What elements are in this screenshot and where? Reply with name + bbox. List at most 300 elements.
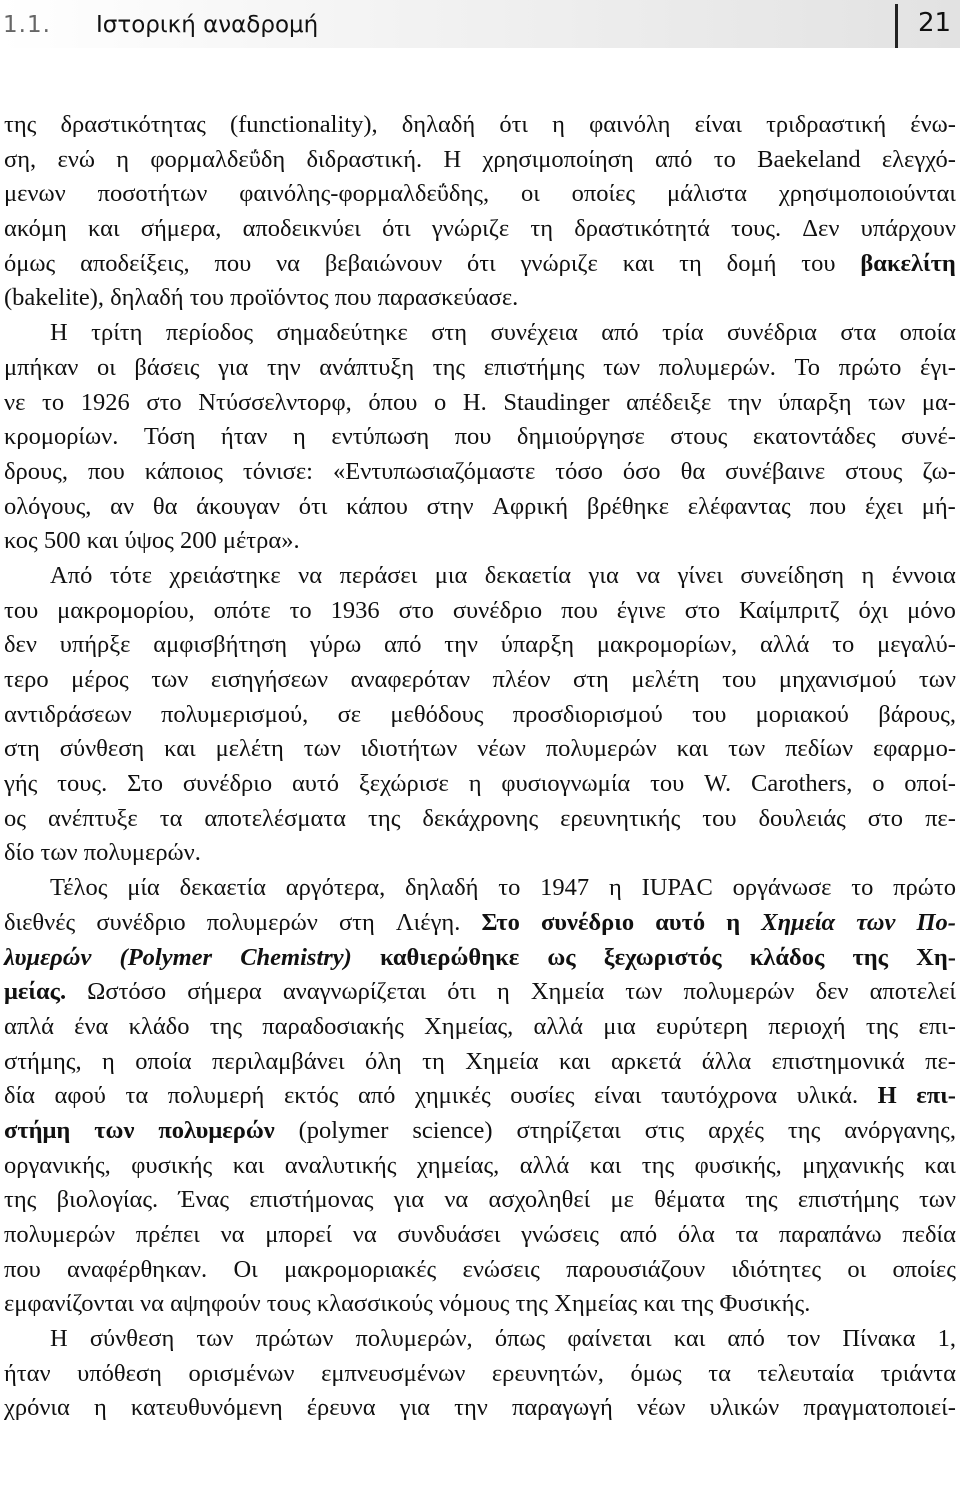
- word: που: [334, 284, 378, 312]
- word: πολυμερισμού,: [160, 700, 309, 728]
- word: κάπου: [346, 492, 408, 520]
- word: υπάρχουν: [860, 215, 956, 243]
- word: περιλαμβάνει: [211, 1047, 345, 1075]
- word: Από: [50, 561, 93, 589]
- word: αλλά: [519, 1151, 570, 1179]
- word: να: [298, 561, 323, 589]
- word: το: [289, 596, 312, 624]
- word: το: [713, 145, 736, 173]
- word: μια: [603, 1012, 636, 1040]
- word: μελέτη: [215, 735, 284, 763]
- word: ανέπτυξε: [47, 804, 138, 832]
- text-line: [4, 108, 956, 143]
- word: των: [625, 978, 663, 1006]
- word: και: [232, 1151, 265, 1179]
- word: των: [151, 666, 189, 693]
- word: την: [266, 353, 301, 381]
- word: τότε: [109, 561, 152, 589]
- word: Δεν: [802, 215, 840, 243]
- word: και: [88, 215, 120, 243]
- word: πρώτων: [255, 1325, 334, 1353]
- word: μια: [434, 561, 468, 589]
- word: συνέχεια: [490, 319, 578, 347]
- word: ση,: [4, 145, 37, 173]
- word: δία: [4, 1082, 35, 1110]
- word: Χημεία: [465, 1047, 539, 1075]
- word: μπορεί: [265, 1221, 333, 1248]
- word: συνέδριο: [96, 908, 186, 936]
- word: οπότε: [213, 596, 271, 624]
- word: βρέθηκε: [586, 492, 670, 520]
- word: στη: [572, 666, 609, 693]
- word: έγι-: [920, 353, 956, 381]
- word: πολυμερών: [683, 978, 795, 1006]
- word: πραγματοποιεί-: [803, 1394, 956, 1422]
- word: της: [745, 1186, 778, 1214]
- word: IUPAC: [641, 874, 713, 902]
- word: στην: [426, 492, 474, 520]
- word: των: [856, 908, 896, 936]
- word: εμφανίζονται: [4, 1290, 141, 1318]
- word: Staudinger: [503, 388, 610, 416]
- word: Baekeland: [757, 145, 861, 173]
- text-line: [4, 1357, 956, 1392]
- word: λυμερών: [4, 943, 92, 971]
- word: παραπάνω: [778, 1221, 882, 1248]
- word: περίοδος: [165, 319, 254, 347]
- word: ξεχωριστός: [603, 943, 722, 971]
- word: της: [209, 1012, 243, 1040]
- word: γνώριζε: [431, 215, 510, 243]
- word: των: [728, 735, 766, 763]
- word: πεδία: [902, 1221, 956, 1248]
- word: δηλαδή: [110, 284, 190, 312]
- word: τρίτη: [91, 319, 143, 347]
- word: μηχανισμού: [778, 666, 897, 693]
- word: κλάδο: [128, 1012, 190, 1040]
- word: δουλειάς: [758, 804, 846, 832]
- word: ιδιότητες: [731, 1255, 822, 1283]
- word: πε-: [925, 1047, 956, 1075]
- text-line: [4, 871, 956, 906]
- word: Πίνακα: [842, 1325, 916, 1353]
- word: υλικά.: [796, 1082, 859, 1110]
- word: μόνο: [907, 596, 956, 624]
- word: αναγνωρίζεται: [282, 978, 427, 1006]
- word: πολυμερών.: [658, 353, 776, 381]
- word: πρέπει: [135, 1221, 200, 1248]
- word: Καίμπριτζ: [739, 596, 840, 624]
- word: οι: [96, 353, 116, 381]
- word: από: [654, 145, 693, 173]
- word: συνέδριο: [182, 770, 273, 798]
- word: όλη: [364, 1047, 402, 1075]
- word: γίνει: [677, 561, 723, 589]
- word: και: [676, 735, 709, 763]
- word: ταυτόχρονα: [660, 1082, 778, 1110]
- word: φαινόλης-φορμαλδεΰδης,: [239, 180, 490, 208]
- word: κρομορίων.: [4, 423, 119, 451]
- word: σημαδεύτηκε: [276, 319, 408, 347]
- word: ο: [434, 388, 447, 416]
- word: ύψος: [124, 527, 180, 555]
- word: η: [496, 978, 510, 1006]
- word: Λιέγη.: [395, 908, 461, 936]
- word: θέματα: [654, 1186, 725, 1214]
- word: τόνισε:: [242, 457, 313, 485]
- word: ασχοληθεί: [488, 1186, 591, 1214]
- word: 1947: [540, 874, 590, 902]
- word: ιδιοτήτων: [360, 735, 458, 763]
- word: ότι: [467, 249, 496, 277]
- word: έννοια: [891, 561, 956, 589]
- word: επιστημονικά: [771, 1047, 905, 1075]
- word: μηχανικής: [802, 1151, 904, 1179]
- word: εκτός: [283, 1082, 339, 1110]
- text-line: [4, 663, 956, 698]
- word: επιστήμονας: [249, 1186, 374, 1214]
- word: που: [4, 1255, 41, 1283]
- word: νέων: [477, 735, 526, 763]
- word: βάρους,: [878, 700, 956, 728]
- word: πολυμερών: [545, 735, 657, 763]
- word: δεν: [815, 978, 849, 1006]
- word: Ένας: [178, 1186, 230, 1214]
- word: όχι: [858, 596, 889, 624]
- text-line: [4, 836, 956, 871]
- word: ουσίες: [510, 1082, 575, 1110]
- word: σε: [337, 700, 362, 728]
- word: ήταν: [4, 1359, 51, 1387]
- body-text: [4, 108, 956, 1426]
- word: για: [218, 353, 249, 381]
- word: για: [588, 561, 619, 589]
- word: η: [608, 874, 622, 902]
- word: πλέον: [492, 666, 551, 693]
- word: «Εντυπωσιαζόμαστε: [333, 457, 536, 485]
- word: τερο: [4, 666, 49, 693]
- word: πε-: [925, 804, 956, 832]
- word: που: [561, 596, 598, 624]
- word: την: [454, 1394, 488, 1422]
- word: υλικών: [709, 1394, 780, 1422]
- text-line: [4, 559, 956, 594]
- word: νε: [4, 388, 26, 416]
- word: αρχές: [708, 1116, 764, 1144]
- word: της: [865, 1012, 899, 1040]
- word: συνέδρια: [727, 319, 817, 347]
- text-line: [4, 455, 956, 490]
- word: Χημεία: [761, 908, 836, 936]
- word: μία: [127, 874, 160, 902]
- word: Η: [50, 319, 68, 347]
- word: άλλα: [701, 1047, 752, 1075]
- word: όπως: [494, 1325, 546, 1353]
- text-line: [4, 906, 956, 941]
- word: αρκετά: [610, 1047, 682, 1075]
- word: (functionality),: [229, 111, 378, 138]
- text-line: [4, 1114, 956, 1149]
- word: των: [603, 353, 641, 381]
- word: άκουγαν: [196, 492, 280, 520]
- word: σήμερα: [187, 978, 262, 1006]
- word: θα: [152, 492, 178, 520]
- text-line: [4, 316, 956, 351]
- word: αποτελεί: [869, 978, 956, 1006]
- word: που: [809, 492, 847, 520]
- word: των: [196, 1325, 234, 1353]
- word: του: [692, 700, 727, 728]
- word: ένα: [74, 1012, 109, 1040]
- word: θα: [680, 457, 706, 485]
- word: του: [4, 596, 39, 624]
- word: δηλαδή: [401, 111, 476, 138]
- word: τη: [530, 215, 554, 243]
- word: της: [4, 111, 37, 138]
- word: κλασσικούς: [316, 1290, 439, 1318]
- word: μέρος: [71, 666, 129, 693]
- word: σύνθεση: [59, 735, 145, 763]
- word: οργανικής,: [4, 1151, 111, 1179]
- word: φαινόλη: [589, 111, 671, 138]
- word: δρους,: [4, 457, 68, 485]
- word: βεβαιώνουν: [324, 249, 443, 277]
- word: 1,: [937, 1325, 956, 1353]
- text-line: [4, 767, 956, 802]
- word: χρόνια: [4, 1394, 70, 1422]
- word: αργότερα,: [285, 874, 386, 902]
- word: τους.: [57, 770, 108, 798]
- word: τα: [708, 1359, 731, 1387]
- word: δίο: [4, 839, 41, 867]
- word: με: [610, 1186, 634, 1214]
- word: στη: [338, 908, 375, 936]
- word: των: [303, 735, 341, 763]
- word: ως: [547, 943, 576, 971]
- word: έρευνα: [306, 1394, 376, 1422]
- word: προϊόντος: [230, 284, 335, 312]
- word: παραγωγή: [511, 1394, 613, 1422]
- word: που: [214, 249, 252, 277]
- text-line: [4, 628, 956, 663]
- word: Τέλος: [50, 874, 108, 902]
- word: τη: [422, 1047, 445, 1075]
- text-line: [4, 386, 956, 421]
- word: ο: [872, 770, 885, 798]
- word: Στο: [481, 908, 520, 936]
- word: επιστήμης: [483, 353, 585, 381]
- word: γής: [4, 770, 38, 798]
- text-line: [4, 524, 956, 559]
- word: γνώριζε: [520, 249, 598, 277]
- word: ότι: [447, 978, 476, 1006]
- word: συνδυάσει: [397, 1221, 501, 1248]
- word: από: [383, 631, 422, 659]
- word: μακρομορίου,: [57, 596, 195, 624]
- word: δεκαετία: [484, 561, 572, 589]
- word: να: [352, 1221, 377, 1248]
- word: υπόθεση: [77, 1359, 162, 1387]
- word: των: [40, 839, 84, 867]
- text-line: [4, 281, 956, 316]
- text-line: [4, 1287, 956, 1322]
- word: πολυμερών.: [83, 839, 201, 867]
- word: γνώσεις: [521, 1221, 599, 1248]
- word: στο: [684, 596, 721, 624]
- text-line: [4, 420, 956, 455]
- section-number: 1.1.: [3, 12, 51, 38]
- word: όμως: [630, 1359, 682, 1387]
- word: φορμαλδεΰδη: [150, 145, 286, 173]
- word: δημιούργησε: [516, 423, 645, 451]
- word: όμως: [4, 249, 56, 277]
- text-line: [4, 732, 956, 767]
- word: κατευθυνόμενη: [130, 1394, 283, 1422]
- word: τα: [125, 1082, 149, 1110]
- word: υπήρξε: [59, 631, 131, 659]
- word: Ντύσσελντορφ,: [198, 388, 352, 416]
- word: νόμους: [438, 1290, 516, 1318]
- word: χρησιμοποίηση: [482, 145, 634, 173]
- word: μοριακού: [755, 700, 849, 728]
- word: νέων: [636, 1394, 686, 1422]
- word: να: [444, 1186, 469, 1214]
- word: από: [619, 1221, 658, 1248]
- word: πολυμερών,: [355, 1325, 473, 1353]
- word: στις: [644, 1116, 685, 1144]
- word: βιολογίας.: [56, 1186, 159, 1214]
- word: Φυσικής.: [719, 1290, 811, 1318]
- word: ορισμένων: [188, 1359, 295, 1387]
- text-line: [4, 1391, 956, 1426]
- word: ανόργανης,: [844, 1116, 956, 1144]
- word: διεθνές: [4, 908, 76, 936]
- word: αφού: [54, 1082, 106, 1110]
- section-title: Ιστορική αναδρομή: [96, 12, 319, 38]
- word: στα: [840, 319, 877, 347]
- word: και: [164, 735, 196, 763]
- word: ύπαρξη: [500, 631, 575, 659]
- word: ενώ: [57, 145, 95, 173]
- word: ερευνητών,: [491, 1359, 604, 1387]
- text-line: [4, 1045, 956, 1080]
- word: πεδίων: [785, 735, 854, 763]
- word: ακόμη: [4, 215, 67, 243]
- word: μενων: [4, 180, 66, 208]
- word: της: [787, 1116, 821, 1144]
- word: την: [444, 631, 478, 659]
- word: χρειάστηκε: [169, 561, 281, 589]
- word: Chemistry): [240, 943, 352, 971]
- word: της: [4, 1186, 37, 1214]
- text-line: [4, 1253, 956, 1288]
- word: science): [412, 1116, 493, 1144]
- word: πολυμερών: [206, 908, 318, 936]
- word: Χημείας: [554, 1290, 644, 1318]
- word: Η: [877, 1082, 897, 1110]
- word: της: [681, 1290, 720, 1318]
- word: Carothers,: [750, 770, 853, 798]
- word: ερευνητικής: [560, 804, 681, 832]
- word: η: [293, 423, 306, 451]
- word: Χημεία: [530, 978, 605, 1006]
- word: κάποιος: [144, 457, 223, 485]
- word: W.: [704, 770, 732, 798]
- word: μείας.: [4, 978, 67, 1006]
- word: ελέφαντας: [687, 492, 791, 520]
- word: ευρύτερη: [656, 1012, 748, 1040]
- word: οποία: [899, 319, 956, 347]
- word: ότι: [499, 111, 528, 138]
- word: έγινε: [616, 596, 666, 624]
- word: οι: [847, 1255, 867, 1283]
- word: μπήκαν: [4, 353, 79, 381]
- word: ξεχώρισε: [358, 770, 449, 798]
- word: ανάπτυξη: [319, 353, 415, 381]
- word: και: [924, 1151, 956, 1179]
- word: αντιδράσεων: [4, 700, 132, 728]
- word: παρασκεύασε.: [377, 284, 519, 312]
- word: η: [552, 111, 565, 138]
- word: αναφέρθηκαν.: [67, 1255, 208, 1283]
- word: στήμης,: [4, 1047, 82, 1075]
- word: μελέτη: [631, 666, 700, 693]
- word: της: [852, 943, 888, 971]
- word: του: [801, 249, 836, 277]
- word: είναι: [594, 1082, 642, 1110]
- text-line: [4, 143, 956, 178]
- word: εισηγήσεων: [210, 666, 329, 693]
- word: συνέβαινε: [725, 457, 826, 485]
- word: και: [589, 1151, 622, 1179]
- word: η: [726, 908, 741, 936]
- text-line: [4, 1322, 956, 1357]
- word: Ωστόσο: [87, 978, 167, 1006]
- word: όσο: [622, 457, 661, 485]
- word: του: [702, 804, 737, 832]
- word: αλλά: [759, 631, 810, 659]
- word: αποδείξεις,: [80, 249, 190, 277]
- word: Χη-: [916, 943, 956, 971]
- word: και: [86, 527, 125, 555]
- word: αμφισβήτηση: [153, 631, 288, 659]
- word: της: [515, 1290, 555, 1318]
- word: ος: [4, 804, 26, 832]
- word: δομή: [726, 249, 777, 277]
- running-header: [0, 0, 960, 48]
- word: επιστήμης: [797, 1186, 899, 1214]
- word: στους: [845, 457, 903, 485]
- word: κλάδος: [749, 943, 825, 971]
- word: και: [643, 1290, 681, 1318]
- word: δραστικότητας: [60, 111, 206, 138]
- word: ενώσεις: [462, 1255, 540, 1283]
- word: ελεγχό-: [881, 145, 956, 173]
- word: συνέδριο: [540, 908, 635, 936]
- word: για: [399, 1394, 430, 1422]
- word: από: [727, 1325, 765, 1353]
- word: οι: [520, 180, 540, 208]
- word: δηλαδή: [405, 874, 479, 902]
- word: απέδειξε: [626, 388, 712, 416]
- word: το: [832, 631, 855, 659]
- word: τρία: [662, 319, 704, 347]
- word: Το: [794, 353, 821, 381]
- word: πολυμερών: [158, 1116, 275, 1144]
- word: πολυμερή: [167, 1082, 265, 1110]
- word: 1926: [80, 388, 130, 416]
- word: περιοχή: [768, 1012, 846, 1040]
